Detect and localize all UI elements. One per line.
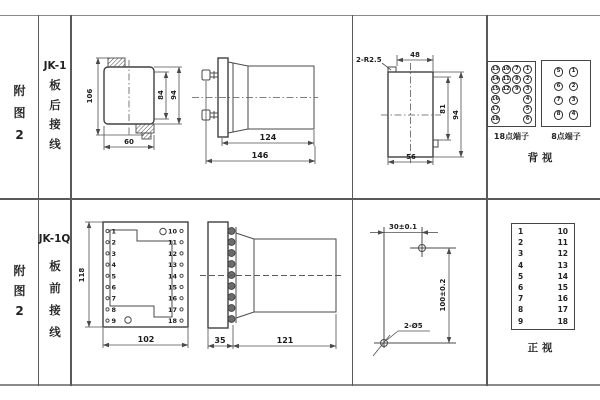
label-back-view: 背 视 <box>527 152 553 164</box>
terminal-pin: 2 <box>569 82 579 92</box>
dim-124: 124 <box>259 133 277 142</box>
cell-right: 10 <box>557 227 568 236</box>
table-row <box>518 273 568 281</box>
terminal-number: 2 <box>111 238 117 247</box>
cell-right: 11 <box>557 238 568 248</box>
wiring-label-rear: 板后接线 <box>49 78 61 151</box>
terminal-pin: 5 <box>554 67 564 77</box>
corner-ear-bottomright <box>433 140 438 147</box>
label-8-point-terminal: 8点端子 <box>551 132 581 141</box>
terminal-number: 11 <box>167 238 177 247</box>
frame-bottom-border <box>0 384 600 386</box>
dim-84: 84 <box>157 90 165 100</box>
table-row <box>518 318 568 326</box>
drawing-case-side-view <box>192 45 320 170</box>
cell-right: 12 <box>557 249 568 259</box>
table-row <box>518 262 568 270</box>
terminal-number: 17 <box>167 305 177 314</box>
terminal-slot-empty <box>502 95 511 104</box>
mount-tab-stem <box>142 133 151 139</box>
table-row <box>518 250 568 258</box>
drawing-drill-plan <box>360 215 470 360</box>
frame-top-border <box>0 15 600 16</box>
table-row <box>518 239 568 247</box>
terminal-pin: 8 <box>554 110 564 120</box>
terminal-pin: 7 <box>512 65 521 74</box>
cell-right: 18 <box>557 316 568 326</box>
terminal-number: 10 <box>167 227 177 236</box>
frame-vline-1 <box>38 15 39 386</box>
terminal-pin: 6 <box>554 82 564 92</box>
terminal-pin: 13 <box>491 65 499 72</box>
mount-hole-bottom <box>125 317 131 323</box>
terminal-box-18 <box>487 61 536 127</box>
terminal-number: 13 <box>167 261 177 270</box>
terminal-slot-empty <box>502 105 511 114</box>
terminal-pin: 18 <box>491 115 499 122</box>
terminal-number: 16 <box>167 294 177 303</box>
label-2-d5: 2-Ø5 <box>404 322 423 330</box>
cell-left: 7 <box>518 294 524 304</box>
terminal-bolt-bottom <box>202 110 218 120</box>
label-2-r2-5: 2-R2.5 <box>356 56 382 64</box>
terminal-bolt-top <box>202 70 218 80</box>
cell-left: 9 <box>518 316 524 326</box>
left-terminal-column <box>106 228 117 326</box>
terminal-number: 8 <box>111 305 117 314</box>
dim-106: 106 <box>86 88 94 104</box>
terminal-pin: 8 <box>512 75 521 84</box>
cell-left: 3 <box>518 249 524 259</box>
model-label-jk1q: JK-1Q <box>38 233 71 245</box>
cell-left: 6 <box>518 282 524 292</box>
dim-60: 60 <box>124 138 134 146</box>
dim-56: 56 <box>406 153 416 161</box>
dim-35: 35 <box>214 336 226 345</box>
terminal-pin: 5 <box>523 105 532 114</box>
model-label-jk1: JK-1 <box>43 60 67 72</box>
label-front-view: 正 视 <box>527 342 553 354</box>
terminal-number: 5 <box>111 272 117 281</box>
dim-118: 118 <box>78 267 86 283</box>
terminal-pin: 2 <box>523 75 532 84</box>
drawing-panel-cutout <box>355 45 473 170</box>
terminal-pin: 15 <box>491 85 499 92</box>
figure-label-bottom: 附图2 <box>13 264 26 318</box>
terminal-box-8 <box>541 60 591 127</box>
cell-right: 14 <box>557 271 568 281</box>
terminal-pin: 16 <box>491 95 499 102</box>
terminal-pin: 9 <box>512 85 521 94</box>
terminal-pin: 6 <box>523 115 532 124</box>
terminal-number-table <box>511 223 575 330</box>
drawing-case-rear-view <box>80 45 192 170</box>
terminal-pin: 3 <box>569 96 579 106</box>
terminal-pin: 12 <box>502 85 510 92</box>
terminal-slot-empty <box>512 95 521 104</box>
terminal-number: 14 <box>167 272 177 281</box>
dim-121: 121 <box>276 336 294 345</box>
cell-left: 8 <box>518 305 524 315</box>
terminal-number: 1 <box>111 227 117 236</box>
cell-right: 17 <box>557 305 568 315</box>
terminal-number: 12 <box>167 249 177 258</box>
dim-81: 81 <box>439 104 447 114</box>
terminal-pin: 11 <box>502 75 510 82</box>
dim-30: 30±0.1 <box>388 223 418 231</box>
cell-left: 2 <box>518 238 524 248</box>
cell-right: 15 <box>557 282 568 292</box>
dim-94-cutout: 94 <box>452 110 460 120</box>
terminal-pin: 4 <box>523 95 532 104</box>
terminal-pin: 7 <box>554 96 564 106</box>
terminal-pin: 17 <box>491 105 499 112</box>
terminal-pin: 4 <box>569 110 579 120</box>
cell-left: 5 <box>518 271 524 281</box>
frame-vline-3 <box>352 15 353 386</box>
terminal-slot-empty <box>502 115 511 124</box>
terminal-pin: 3 <box>523 85 532 94</box>
mount-hole-top <box>160 228 166 234</box>
terminal-pin: 14 <box>491 75 499 82</box>
drawing-front-wiring-view <box>70 215 200 350</box>
dim-102: 102 <box>137 335 155 344</box>
table-row <box>518 228 568 236</box>
wiring-label-front: 板前接线 <box>49 259 61 339</box>
right-terminal-column <box>168 228 183 326</box>
label-18-point-terminal: 18点端子 <box>493 132 530 141</box>
dim-100: 100±0.2 <box>439 278 447 312</box>
table-row <box>518 295 568 303</box>
terminal-number: 9 <box>111 317 117 326</box>
dim-146: 146 <box>251 151 269 160</box>
cell-left: 4 <box>518 260 524 270</box>
table-row <box>518 306 568 314</box>
drawing-front-wiring-side-view <box>200 215 345 355</box>
cell-right: 13 <box>557 260 568 270</box>
dim-48: 48 <box>410 51 420 59</box>
terminal-pin: 10 <box>502 65 510 72</box>
mount-tab-top <box>108 58 125 67</box>
table-row <box>518 284 568 292</box>
cell-right: 16 <box>557 294 568 304</box>
terminal-number: 6 <box>111 283 117 292</box>
terminal-pin: 1 <box>569 67 579 77</box>
terminal-slot-empty <box>512 105 521 114</box>
dim-94: 94 <box>170 90 178 100</box>
corner-ear-topleft <box>388 67 396 72</box>
terminal-number: 4 <box>111 261 117 270</box>
terminal-number: 7 <box>111 294 117 303</box>
mount-tab-bottom <box>136 124 154 133</box>
terminal-pin: 1 <box>523 65 532 74</box>
terminal-number: 15 <box>167 283 177 292</box>
frame-middle-divider <box>0 198 600 200</box>
terminal-number: 3 <box>111 249 117 258</box>
figure-label-top: 附图2 <box>13 84 26 142</box>
terminal-number: 18 <box>167 317 177 326</box>
cell-left: 1 <box>518 227 524 236</box>
terminal-slot-empty <box>512 115 521 124</box>
